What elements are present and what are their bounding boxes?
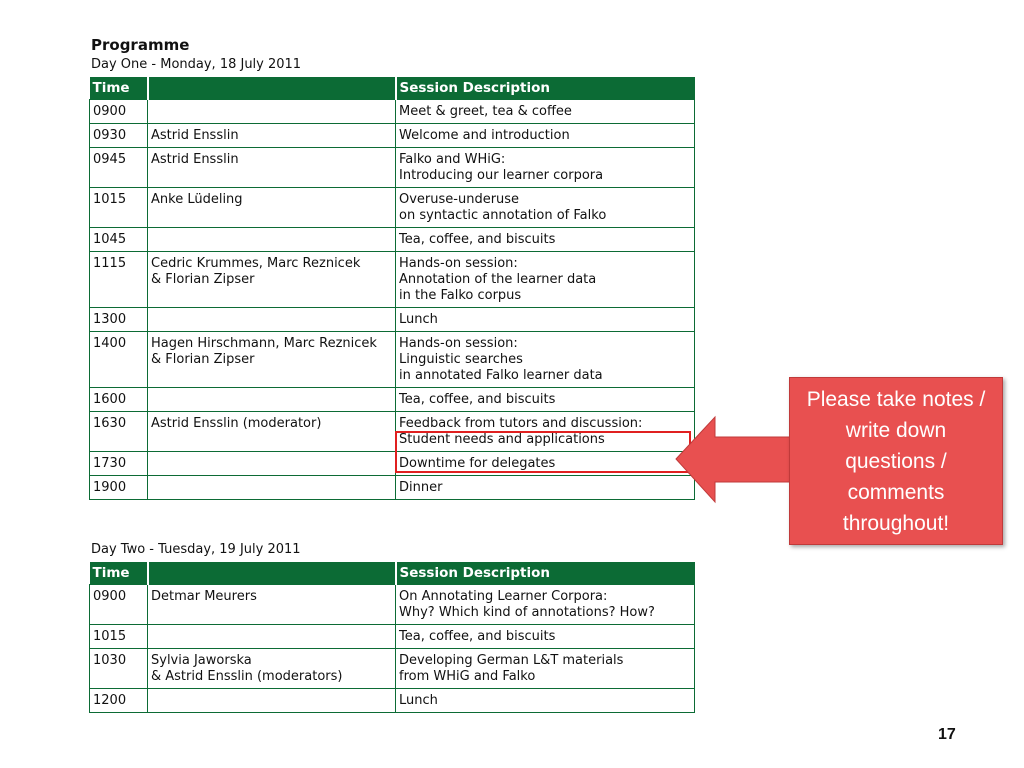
description-cell: Meet & greet, tea & coffee	[396, 100, 695, 124]
time-cell: 1900	[90, 476, 148, 500]
day-two-title: Day Two - Tuesday, 19 July 2011	[91, 542, 301, 557]
day-one-title: Day One - Monday, 18 July 2011	[91, 57, 302, 72]
time-cell: 1030	[90, 649, 148, 689]
description-cell: Tea, coffee, and biscuits	[396, 625, 695, 649]
description-cell: Overuse-underuse on syntactic annotation of Falko	[396, 188, 695, 228]
time-cell: 0945	[90, 148, 148, 188]
description-cell: Tea, coffee, and biscuits	[396, 228, 695, 252]
page-number: 17	[938, 726, 956, 743]
time-cell: 1045	[90, 228, 148, 252]
speaker-cell: Astrid Ensslin (moderator)	[148, 412, 396, 452]
callout-text: Please take notes / write down questions / comments throughout!	[806, 387, 986, 535]
time-cell: 1115	[90, 252, 148, 308]
callout-arrow	[676, 417, 790, 502]
col-header-description: Session Description	[396, 77, 695, 100]
description-cell: Lunch	[396, 689, 695, 713]
speaker-cell: Cedric Krummes, Marc Reznicek & Florian Zipser	[148, 252, 396, 308]
description-cell: Lunch	[396, 308, 695, 332]
description-cell: Hands-on session: Annotation of the learner data in the Falko corpus	[396, 252, 695, 308]
time-cell: 1015	[90, 625, 148, 649]
time-cell: 1200	[90, 689, 148, 713]
notes-callout	[789, 377, 1003, 545]
time-cell: 1400	[90, 332, 148, 388]
time-cell: 0930	[90, 124, 148, 148]
time-cell: 1730	[90, 452, 148, 476]
col-header-description: Session Description	[396, 562, 695, 585]
description-cell: Dinner	[396, 476, 695, 500]
speaker-cell: Astrid Ensslin	[148, 148, 396, 188]
speaker-cell: Astrid Ensslin	[148, 124, 396, 148]
time-cell: 0900	[90, 585, 148, 625]
time-cell: 0900	[90, 100, 148, 124]
description-cell: Welcome and introduction	[396, 124, 695, 148]
description-cell: Feedback from tutors and discussion: Student needs and applications	[396, 412, 695, 452]
speaker-cell: Anke Lüdeling	[148, 188, 396, 228]
description-cell: Tea, coffee, and biscuits	[396, 388, 695, 412]
time-cell: 1630	[90, 412, 148, 452]
col-header-time: Time	[90, 562, 148, 585]
description-cell: On Annotating Learner Corpora: Why? Which kind of annotations? How?	[396, 585, 695, 625]
speaker-cell: Hagen Hirschmann, Marc Reznicek & Florian Zipser	[148, 332, 396, 388]
description-cell: Falko and WHiG: Introducing our learner corpora	[396, 148, 695, 188]
highlight-box	[396, 432, 690, 472]
programme-heading: Programme	[91, 36, 190, 54]
time-cell: 1300	[90, 308, 148, 332]
description-cell: Hands-on session: Linguistic searches in annotated Falko learner data	[396, 332, 695, 388]
time-cell: 1600	[90, 388, 148, 412]
speaker-cell: Detmar Meurers	[148, 585, 396, 625]
description-cell: Developing German L&T materials from WHiG and Falko	[396, 649, 695, 689]
time-cell: 1015	[90, 188, 148, 228]
col-header-time: Time	[90, 77, 148, 100]
description-cell: Downtime for delegates	[396, 452, 695, 476]
speaker-cell: Sylvia Jaworska & Astrid Ensslin (moderators)	[148, 649, 396, 689]
